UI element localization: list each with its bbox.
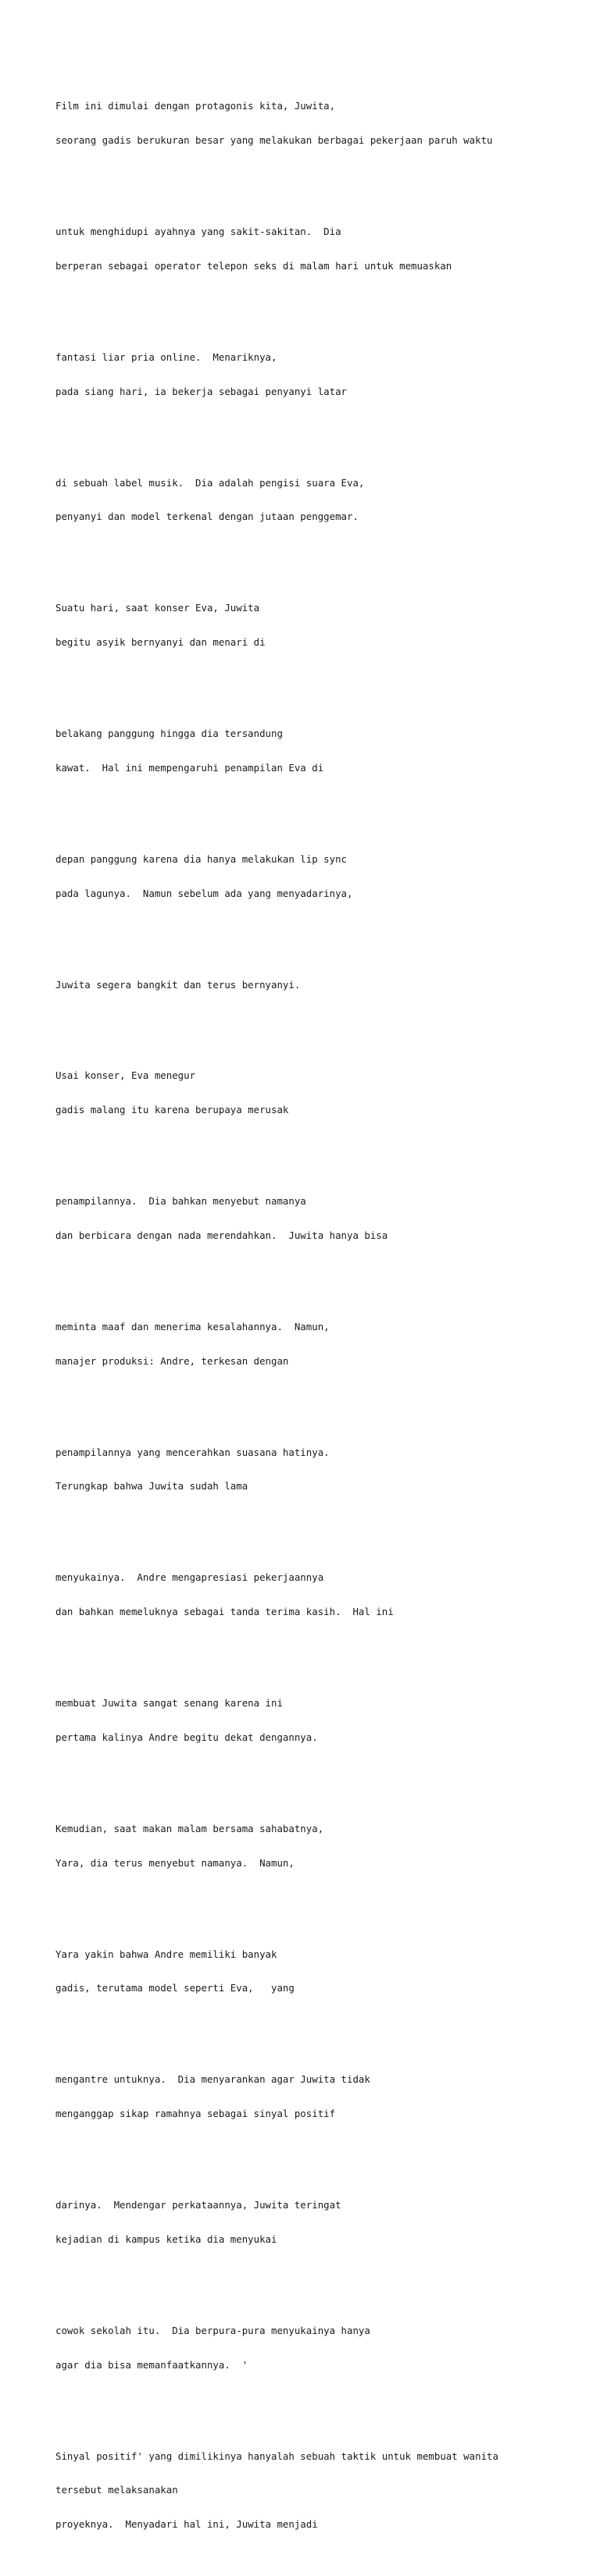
text-line: manajer produksi: Andre, terkesan dengan: [55, 1354, 289, 1367]
text-line: Terungkap bahwa Juwita sudah lama: [55, 1480, 248, 1493]
text-line: pada lagunya. Namun sebelum ada yang menyadarinya,: [55, 887, 353, 899]
text-line: belakang panggung hingga dia tersandung: [55, 728, 283, 740]
text-line: Film ini dimulai dengan protagonis kita, Juwita,: [55, 100, 336, 112]
text-line: cowok sekolah itu. Dia berpura-pura menyukainya hanya: [55, 2324, 370, 2336]
text-line: dan bahkan memeluknya sebagai tanda terima kasih. Hal ini: [55, 1606, 394, 1618]
paragraph: [55, 2303, 587, 2394]
text-line: Kemudian, saat makan malam bersama sahabatnya,: [55, 1822, 324, 1834]
text-line: Suatu hari, saat konser Eva, Juwita: [55, 602, 260, 614]
text-line: proyeknya. Menyadari hal ini, Juwita menjadi: [55, 2518, 318, 2531]
paragraph: [55, 831, 587, 923]
paragraph: [55, 1299, 587, 1390]
text-line: gadis, terutama model seperti Eva, yang: [55, 1982, 295, 1994]
text-line: seorang gadis berukuran besar yang melakukan berbagai pekerjaan paruh waktu: [55, 134, 493, 147]
paragraph: [55, 1801, 587, 1892]
text-line: pertama kalinya Andre begitu dekat dengannya.: [55, 1731, 318, 1743]
text-line: meminta maaf dan menerima kesalahannya. Namun,: [55, 1320, 330, 1332]
text-line: untuk menghidupi ayahnya yang sakit-sakitan. Dia: [55, 226, 341, 238]
paragraph: [55, 2177, 587, 2268]
text-line: kejadian di kampus ketika dia menyukai: [55, 2233, 277, 2245]
text-line: Usai konser, Eva menegur: [55, 1069, 196, 1082]
paragraph: [55, 2428, 587, 2553]
text-line: berperan sebagai operator telepon seks di malam hari untuk memuaskan: [55, 259, 452, 272]
text-line: gadis malang itu karena berupaya merusak: [55, 1104, 289, 1116]
text-line: fantasi liar pria online. Menariknya,: [55, 350, 277, 363]
text-line: tersebut melaksanakan: [55, 2484, 178, 2496]
text-line: Sinyal positif' yang dimilikinya hanyalah sebuah taktik untuk membuat wanita: [55, 2450, 498, 2462]
paragraph: [55, 454, 587, 546]
text-line: depan panggung karena dia hanya melakukan lip sync: [55, 852, 347, 865]
paragraph: [55, 78, 587, 169]
paragraph: [55, 329, 587, 421]
text-line: Yara, dia terus menyebut namanya. Namun,: [55, 1856, 295, 1869]
text-line: kawat. Hal ini mempengaruhi penampilan Eva di: [55, 761, 324, 774]
text-line: penampilannya. Dia bahkan menyebut namanya: [55, 1195, 306, 1208]
text-line: darinya. Mendengar perkataannya, Juwita teringat: [55, 2199, 341, 2211]
paragraph: [55, 1926, 587, 2017]
text-line: menganggap sikap ramahnya sebagai sinyal positif: [55, 2108, 336, 2120]
text-line: Juwita segera bangkit dan terus bernyanyi.: [55, 978, 301, 991]
paragraph: [55, 2051, 587, 2143]
paragraph: [55, 1173, 587, 1265]
text-line: pada siang hari, ia bekerja sebagai penyanyi latar: [55, 385, 347, 397]
paragraph: [55, 204, 587, 295]
paragraph: [55, 1550, 587, 1641]
text-line: agar dia bisa memanfaatkannya. ': [55, 2358, 248, 2371]
paragraph: [55, 580, 587, 671]
text-line: mengantre untuknya. Dia menyarankan agar Juwita tidak: [55, 2073, 370, 2086]
text-line: di sebuah label musik. Dia adalah pengisi suara Eva,: [55, 476, 365, 489]
paragraph: [55, 1424, 587, 1515]
text-line: menyukainya. Andre mengapresiasi pekerjaannya: [55, 1571, 324, 1584]
text-line: begitu asyik bernyanyi dan menari di: [55, 636, 266, 649]
document-page: [55, 55, 587, 2576]
text-line: membuat Juwita sangat senang karena ini: [55, 1697, 283, 1710]
text-line: penyanyi dan model terkenal dengan jutaan penggemar.: [55, 511, 359, 523]
paragraph: [55, 956, 587, 1013]
text-line: penampilannya yang mencerahkan suasana hatinya.: [55, 1446, 330, 1458]
paragraph: [55, 706, 587, 797]
text-line: Yara yakin bahwa Andre memiliki banyak: [55, 1948, 277, 1960]
paragraph: [55, 1048, 587, 1139]
text-line: dan berbicara dengan nada merendahkan. Juwita hanya bisa: [55, 1229, 388, 1241]
paragraph: [55, 1675, 587, 1767]
